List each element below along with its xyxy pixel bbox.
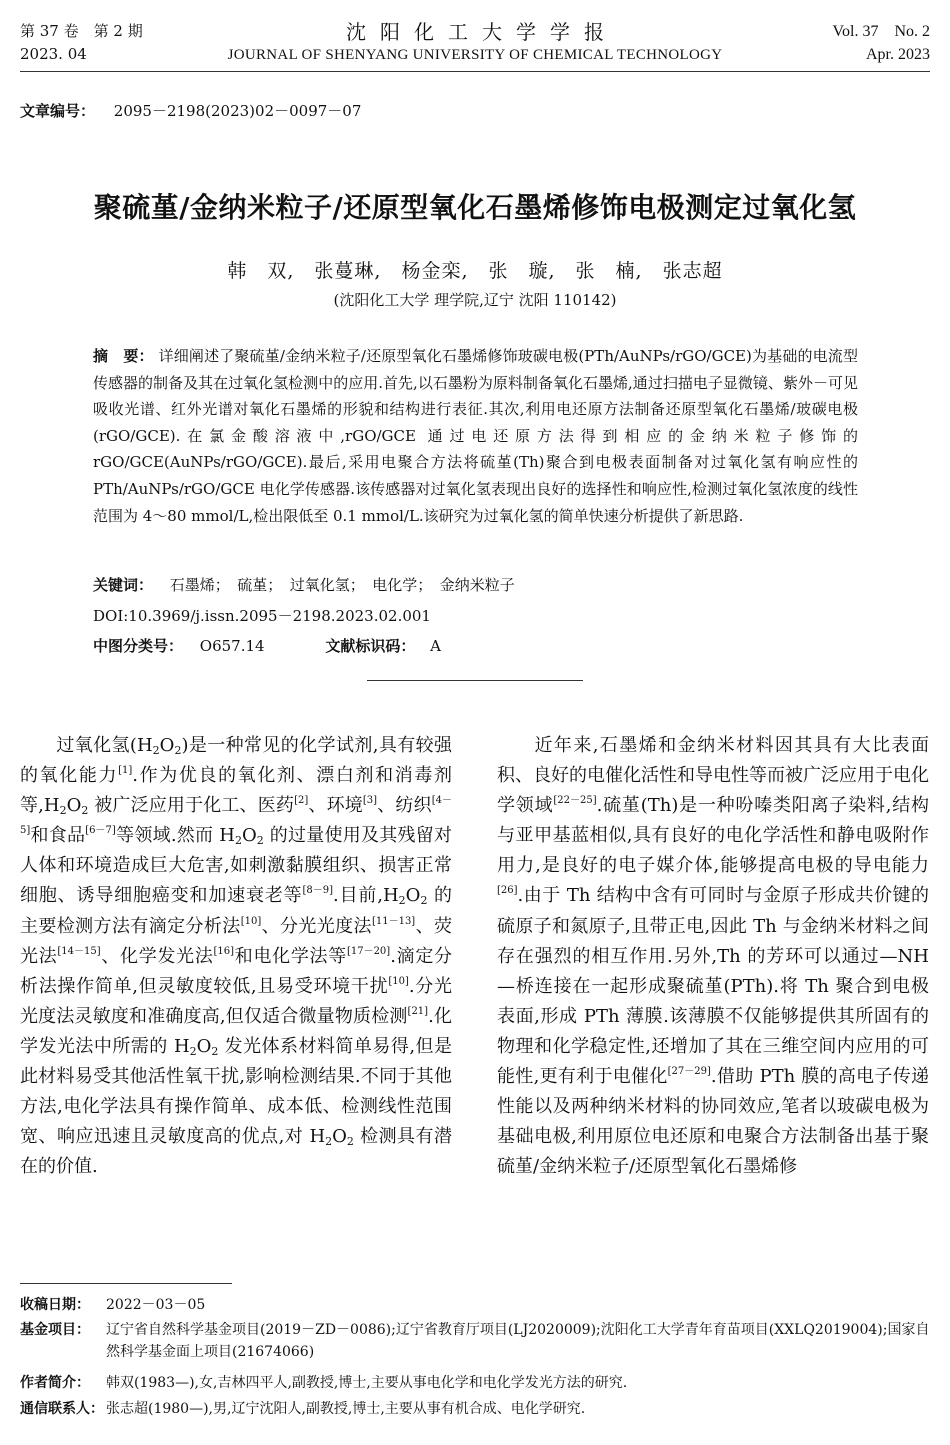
h2o2-formula: $H_2O_2$ — [173, 1035, 219, 1058]
citation: [21] — [407, 1005, 429, 1017]
text-run: .分光光度法灵敏度和准确度高,但仅适合微量物质检测 — [20, 975, 452, 1027]
running-header — [20, 20, 930, 70]
text-run: .由于 Th 结构中含有可同时与金原子形成共价键的硫原子和氮原子,且带正电,因此 Th 与金纳米材料之间存在强烈的相互作用.另外,Th 的芳环可以通过—NH—桥连接在一起形成聚硫堇(PTh).将 Th 聚合到电极表面,形成 PTh 薄膜.该薄膜不仅能够提供其所固有的物理和化学稳定性,还增加了其在三维空间内应用的可能性,更有利于电催化 — [497, 885, 929, 1088]
body-column-left: 过氧化氢$(H_2O_2)$是一种常见的化学试剂,具有较强的氧化能力[1].作为优良的氧化剂、漂白剂和消毒剂等$,H_2O_2$ 被广泛应用于化工、医药[2]、环境[3]、纺织[4－5]和食品[6－7]等领域.然而 $H_2O_2$ 的过量使用及其残留对人体和环境造成巨大危害,如刺激黏膜组织、损害正常细胞、诱导细胞癌变和加速衰老等[8－9].目前$,H_2O_2$ 的主要检测方法有滴定分析法[10]、分光光度法[11－13]、荧光法[14－15]、化学发光法[16]和电化学法等[17－20].滴定分析法操作简单,但灵敏度较低,且易受环境干扰[10].分光光度法灵敏度和准确度高,但仅适合微量物质检测[21].化学发光法中所需的 $H_2O_2$ 发光体系材料简单易得,但是此材料易受其他活性氧干扰,影响检测结果.不同于其他方法,电化学法具有操作简单、成本低、检测线性范围宽、响应迅速且灵敏度高的优点,对 $H_2O_2$ 检测具有潜在的价值. — [20, 735, 453, 1178]
abstract-text: 详细阐述了聚硫堇/金纳米粒子/还原型氧化石墨烯修饰玻碳电极(PTh/AuNPs/rGO/GCE)为基础的电流型传感器的制备及其在过氧化氢检测中的应用.首先,以石墨粉为原料制备氧化石墨烯,通过扫描电子显微镜、紫外－可见吸收光谱、红外光谱对氧化石墨烯的形貌和结构进行表征.其次,利用电还原方法制备还原型氧化石墨烯/玻碳电极(rGO/GCE).在氯金酸溶液中,rGO/GCE 通过电还原方法得到相应的金纳米粒子修饰的 rGO/GCE(AuNPs/rGO/GCE).最后,采用电聚合方法将硫堇(Th)聚合到电极表面制备对过氧化氢有响应性的 PTh/AuNPs/rGO/GCE 电化学传感器.该传感器对过氧化氢表现出良好的选择性和响应性,检测过氧化氢浓度的线性范围为 4～80 mmol/L,检出限低至 0.1 mmol/L.该研究为过氧化氢的简单快速分析提供了新思路. — [93, 347, 858, 525]
citation: [17－20] — [346, 945, 391, 957]
text-run: .硫堇(Th)是一种吩嗪类阳离子染料,结构与亚甲基蓝相似,具有良好的电化学活性和静电吸附作用力,是良好的电子媒介体,能够提高电极的导电能力 — [497, 795, 930, 877]
footnote-label: 基金项目： — [20, 1322, 90, 1338]
text-run: 、纺织 — [377, 795, 432, 817]
journal-name-en: JOURNAL OF SHENYANG UNIVERSITY OF CHEMICAL TECHNOLOGY — [227, 47, 723, 63]
footnote-label: 通信联系人： — [20, 1401, 104, 1417]
h2o2-formula: $H_2O_2$ — [43, 795, 89, 818]
citation: [4－5] — [20, 795, 453, 837]
keywords-label: 关键词： — [93, 576, 154, 594]
citation: [16] — [213, 945, 235, 957]
footnote-author-bio — [20, 1372, 930, 1394]
clc-label: 中图分类号： — [93, 637, 184, 655]
citation: [8－9] — [302, 885, 334, 897]
text-run: .借助 PTh 膜的高电子传递性能以及两种纳米材料的协同效应,笔者以玻碳电极为基础电极,利用原位电还原和电聚合方法制备出基于聚硫堇/金纳米粒子/还原型氧化石墨烯修 — [497, 1066, 929, 1178]
text-run: 、分光光度法 — [261, 915, 372, 937]
volume-issue-cn: 第 37 卷 第 2 期 — [20, 22, 143, 40]
text-run: 近年来,石墨烯和金纳米材料因其具有大比表面积、良好的电催化活性和导电性等而被广泛应用于电化学领域 — [497, 735, 929, 817]
h2o2-formula: $H_2O_2$ — [219, 825, 264, 848]
citation: [26] — [497, 885, 518, 897]
citation: [11－13] — [371, 915, 416, 927]
author-list: 韩 双, 张蔓琳, 杨金栾, 张 璇, 张 楠, 张志超 — [227, 260, 723, 282]
keywords — [93, 574, 515, 595]
text-run: 的主要检测方法有滴定分析法 — [20, 885, 452, 937]
citation: [6－7] — [85, 825, 116, 837]
text-run: 的过量使用及其残留对人体和环境造成巨大危害,如刺激黏膜组织、损害正常细胞、诱导细胞癌变和加速衰老等 — [20, 825, 452, 907]
citation: [3] — [362, 795, 378, 807]
h2o2-formula: $H_2O_2$ — [382, 885, 428, 908]
h2o2-formula: $H_2O_2$ — [309, 1126, 354, 1149]
text-run: 、环境 — [308, 795, 363, 817]
citation: [1] — [118, 765, 133, 777]
article-number — [20, 100, 361, 121]
footnote-corresponding — [20, 1398, 930, 1420]
footnote-value: 辽宁省自然科学基金项目(2019－ZD－0086);辽宁省教育厅项目(LJ2020009);沈阳化工大学青年育苗项目(XXLQ2019004);国家自然科学基金面上项目(21674066) — [106, 1322, 930, 1360]
citation: [2] — [294, 795, 309, 807]
text-run: .作为优良的氧化剂、漂白剂和消毒剂等, — [20, 765, 452, 817]
classification-row — [93, 635, 441, 656]
citation: [10] — [240, 915, 262, 927]
header-center — [20, 20, 930, 66]
paper-title: 聚硫堇/金纳米粒子/还原型氧化石墨烯修饰电极测定过氧化氢 — [93, 191, 857, 224]
doc-code-value: A — [430, 637, 442, 655]
text-run: 检测具有潜在的价值. — [20, 1126, 452, 1178]
citation: [14－15] — [57, 945, 101, 957]
header-rule — [20, 71, 930, 72]
footnote-value: 韩双(1983—),女,吉林四平人,副教授,博士,主要从事电化学和电化学发光方法的研究. — [106, 1375, 628, 1391]
text-run: 过氧化氢(H — [56, 735, 153, 756]
date-en: Apr. 2023 — [866, 46, 930, 63]
text-run: 等领域.然而 — [115, 825, 220, 847]
volume-issue-en: Vol. 37 No. 2 — [832, 23, 930, 40]
footnote-value: 2022－03－05 — [106, 1297, 206, 1313]
footnote-funding — [20, 1319, 930, 1363]
body-column-right — [497, 731, 929, 1182]
article-number-value: 2095－2198(2023)02－0097－07 — [113, 102, 362, 120]
doc-code-label: 文献标识码： — [325, 637, 416, 655]
citation: [22－25] — [553, 795, 597, 807]
text-run: .化学发光法中所需的 — [20, 1005, 452, 1057]
text-run: 和食品 — [30, 825, 86, 847]
abstract-divider — [367, 680, 583, 681]
footnote-label: 收稿日期： — [20, 1297, 90, 1313]
text-run: 发光体系材料简单易得,但是此材料易受其他活性氧干扰,影响检测结果.不同于其他方法,电化学法具有操作简单、成本低、检测线性范围宽、响应迅速且灵敏度高的优点,对 — [20, 1035, 452, 1148]
text-run: 、化学发光法 — [100, 945, 214, 967]
citation: [27－29] — [667, 1066, 711, 1078]
article-number-label: 文章编号： — [20, 102, 96, 120]
text-run: )是一种常见的化学试剂,具有较强的氧化能力 — [20, 735, 452, 787]
footnote-value: 张志超(1980—),男,辽宁沈阳人,副教授,博士,主要从事有机合成、电化学研究. — [106, 1401, 586, 1417]
abstract — [93, 343, 858, 529]
footnote-label: 作者简介： — [20, 1375, 90, 1391]
header-right — [833, 20, 931, 66]
citation: [10] — [388, 975, 409, 987]
footnote-rule — [20, 1283, 232, 1284]
keywords-value: 石墨烯； 硫堇； 过氧化氢； 电化学； 金纳米粒子 — [169, 576, 515, 594]
date-cn: 2023. 04 — [20, 45, 87, 63]
text-run: .滴定分析法操作简单,但灵敏度较低,且易受环境干扰 — [20, 945, 453, 997]
clc-value: O657.14 — [199, 637, 265, 655]
text-run: .目前, — [333, 885, 383, 907]
journal-name-cn: 沈阳化工大学学报 — [346, 20, 618, 44]
footnote-received — [20, 1294, 930, 1316]
subscript: 2 — [174, 744, 182, 757]
abstract-label: 摘 要： — [93, 347, 154, 365]
doi: DOI:10.3969/j.issn.2095－2198.2023.02.001 — [93, 607, 431, 625]
affiliation: (沈阳化工大学 理学院,辽宁 沈阳 110142) — [333, 291, 617, 309]
subscript: 2 — [152, 744, 160, 757]
text-run: 被广泛应用于化工、医药 — [88, 795, 295, 817]
text-run: 和电化学法等 — [234, 945, 347, 967]
text-run: 、荧光法 — [20, 915, 452, 967]
